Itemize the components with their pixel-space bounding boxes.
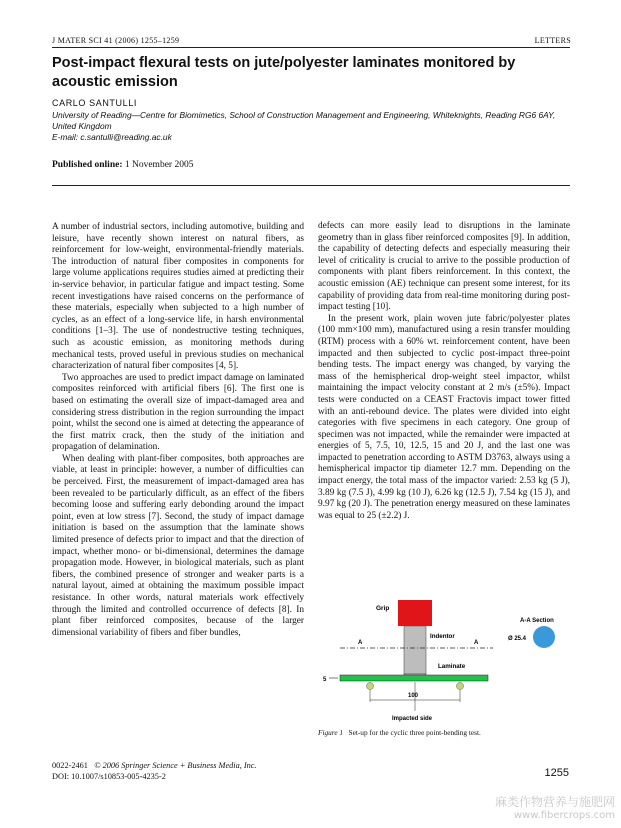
paragraph: defects can more easily lead to disruptions in the laminate geometry than in glass fiber reinforced composites [9]. In addition, the capability of detecting defects and especially measuring their level of criticality is crucial to arrive to the possible production of components with plant fibers reinforcement. In this context, the acoustic emission (AE) technique can present some interest, for its capability of providing data from real-time monitoring during post-impact testing [10]. xyxy=(318,221,570,313)
paragraph: A number of industrial sectors, including automotive, building and leisure, have recently shown interest on natural fibers, as reinforcement for low-weight, environmental-friendly materials. The introduction of natural fiber composites in components for large volume applications requires studies aimed at predicting their in-service behavior, in particular fatigue and impact testing. Some recent investigations have raised concerns on the performance of these materials, especially when subjected to a high number of cycles, as an effect of a long-service life, in harsh environmental conditions [1–3]. The use of nondestructive testing techniques, such as acoustic emission, as monitoring methods during mechanical tests, proved useful in previous studies on mechanical characterization of natural fiber composites [4, 5]. xyxy=(52,222,304,372)
aa-section-circle xyxy=(533,626,555,648)
laminate-plate xyxy=(340,675,488,681)
test-setup-figure xyxy=(318,596,570,726)
abstract-rule xyxy=(52,185,570,186)
grip-label: Grip xyxy=(376,605,390,612)
affiliation: University of Reading—Centre for Biomimetics, School of Construction Management and Engineering, Whiteknights, Reading RG6 6AY, United Kingdom xyxy=(52,110,556,131)
laminate-label: Laminate xyxy=(438,663,466,670)
caption-label: Figure 1 xyxy=(318,728,344,737)
watermark-url: www.fibercrops.com xyxy=(513,810,615,821)
indentor-rod xyxy=(404,626,426,674)
caption-text: Set-up for the cyclic three point-bending test. xyxy=(348,728,481,737)
left-column xyxy=(52,222,304,639)
paragraph: Two approaches are used to predict impact damage on laminated composites reinforced with artificial fibers [6]. The first one is based on estimating the overall size of impact-damaged area and considering stress distribution in the region surrounding the impact point, whilst the second one is aimed at detecting the appearance of the first matrix crack, then the study of the initiation and propagation of delamination. xyxy=(52,372,304,453)
doi: DOI: 10.1007/s10853-005-4235-2 xyxy=(52,772,166,781)
indentor-label: Indentor xyxy=(430,633,455,640)
section-a-left: A xyxy=(358,640,363,646)
thickness-label: 5 xyxy=(323,677,327,683)
author-email: E-mail: c.santulli@reading.ac.uk xyxy=(52,132,172,142)
header-rule xyxy=(52,47,570,48)
footer-left xyxy=(52,760,257,782)
grip-block xyxy=(398,600,432,626)
figure-caption xyxy=(318,728,570,737)
affiliation-block xyxy=(52,110,572,143)
published-line xyxy=(52,160,193,170)
section-header: LETTERS xyxy=(534,36,571,45)
paragraph: In the present work, plain woven jute fabric/polyester plates (100 mm×100 mm), manufactured using a resin transfer moulding (RTM) process with a 60% wt. reinforcement content, have been impacted and then subjected to cyclic post-impact three-point bending tests. The impact energy was changed, by varying the mass of the hemispherical drop-weight steel impactor, whilst maintaining the impact velocity constant at 2 m/s (±5%). Impact tests were conducted on a CEAST Fractovis impact tower fitted with an anti-rebound device. The plates were divided into eight categories with five specimens in each category. One group of specimen was not impacted, while the remainder were impacted at energies of 5, 7.5, 10, 12.5, 15 and 20 J, and the last one was impacted to penetration according to ASTM D3763, always using a hemispherical impactor tip diameter 12.7 mm. Depending on the impact energy, the total mass of the impactor varied: 2.53 kg (5 J), 3.89 kg (7.5 J), 4.99 kg (10 J), 6.26 kg (12.5 J), 7.54 kg (15 J), and 9.97 kg (20 J). The penetration energy measured on these laminates was equal to 25 (±2.2) J. xyxy=(318,313,570,521)
watermark xyxy=(495,796,615,822)
impacted-side-label: Impacted side xyxy=(392,716,433,722)
article-title: Post-impact flexural tests on jute/polyester laminates monitored by acoustic emission xyxy=(52,55,516,90)
author-name: CARLO SANTULLI xyxy=(52,98,137,108)
paragraph: When dealing with plant-fiber composites, both approaches are viable, at least in principle: however, a number of difficulties can be perceived. First, the measurement of impact-damaged area has been revealed to be particularly difficult, as an effect of the fibers becoming loose and suffering early debonding around the impact point, even at low stress [7]. Second, the study of impact damage initiation is based on the assumption that the laminate shows limited presence of defects prior to impact and that the direction of impact, whether mono- or bi-dimensional, determines the damage propagation mode. However, in biological materials, such as plant fibers, the combined presence of stronger and weaker parts is a natural layout, aimed at obtaining the maximum possible impact resistance. In other words, natural materials work effectively through the limited and controlled occurrence of defects [8]. In plant fiber reinforced composites, because of the larger dimensional variability of fibers and fiber bundles, xyxy=(52,453,304,638)
watermark-title: 麻类作物营养与施肥网 xyxy=(494,795,615,809)
aa-section-label: A-A Section xyxy=(520,618,554,624)
section-a-right: A xyxy=(474,640,479,646)
issn: 0022-2461 xyxy=(52,761,88,770)
right-column xyxy=(318,221,570,522)
page-number: 1255 xyxy=(544,767,569,779)
left-support xyxy=(367,683,374,690)
span-label: 100 xyxy=(408,693,419,699)
published-label: Published online: xyxy=(52,160,123,170)
diameter-label: Ø 25.4 xyxy=(508,636,527,642)
copyright: © 2006 Springer Science + Business Media, Inc. xyxy=(94,761,257,770)
journal-header: J MATER SCI 41 (2006) 1255–1259 xyxy=(52,36,180,45)
right-support xyxy=(457,683,464,690)
published-date: 1 November 2005 xyxy=(124,160,194,170)
